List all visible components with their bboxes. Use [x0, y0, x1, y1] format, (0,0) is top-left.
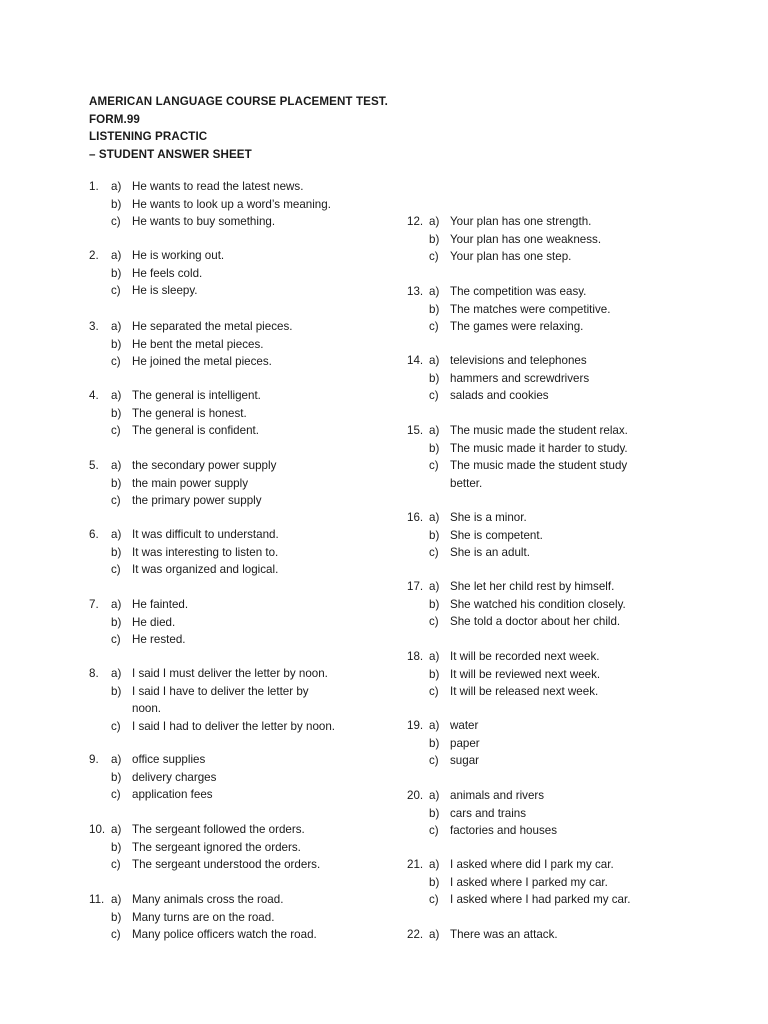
- option-text: Many animals cross the road.: [132, 893, 284, 906]
- option-letter: a): [111, 893, 122, 906]
- option-text: The games were relaxing.: [450, 320, 584, 333]
- option-text: He separated the metal pieces.: [132, 320, 293, 333]
- option-text: It will be reviewed next week.: [450, 667, 601, 681]
- option-text: Your plan has one strength.: [450, 215, 592, 228]
- question-number: 16.: [407, 511, 424, 524]
- option-letter: c): [429, 459, 439, 472]
- option-letter: b): [111, 840, 122, 854]
- option-letter: c): [429, 615, 439, 628]
- option-text: He is working out.: [132, 249, 225, 262]
- option-letter: a): [429, 719, 440, 732]
- option-text: She let her child rest by himself.: [450, 580, 615, 593]
- option-text: I asked where I had parked my car.: [450, 893, 631, 906]
- option-text: The general is honest.: [132, 406, 247, 420]
- option-text: She told a doctor about her child.: [450, 615, 621, 628]
- option-letter: a): [111, 667, 122, 680]
- option-text: better.: [450, 476, 483, 490]
- option-text: Many police officers watch the road.: [132, 928, 317, 941]
- option-letter: a): [429, 650, 440, 663]
- option-text: The matches were competitive.: [450, 302, 611, 316]
- option-text: He is sleepy.: [132, 284, 198, 297]
- option-text: She is an adult.: [450, 546, 530, 559]
- option-text: The sergeant followed the orders.: [132, 823, 305, 836]
- option-text: He bent the metal pieces.: [132, 337, 264, 351]
- question-number: 7.: [89, 598, 99, 611]
- option-text: the primary power supply: [132, 494, 262, 507]
- option-text: Your plan has one step.: [450, 250, 572, 263]
- option-letter: b): [111, 266, 122, 280]
- option-letter: b): [429, 441, 440, 455]
- option-text: He feels cold.: [132, 266, 203, 280]
- option-letter: b): [111, 197, 122, 211]
- option-letter: b): [111, 615, 122, 629]
- option-letter: a): [111, 598, 122, 611]
- question-number: 12.: [407, 215, 424, 228]
- option-letter: b): [429, 875, 440, 889]
- option-letter: c): [111, 928, 121, 941]
- option-letter: a): [429, 511, 440, 524]
- question-number: 21.: [407, 858, 424, 871]
- option-text: noon.: [132, 702, 162, 715]
- option-letter: c): [429, 685, 439, 698]
- option-letter: a): [429, 285, 440, 298]
- option-text: The competition was easy.: [450, 285, 587, 298]
- test-title: AMERICAN LANGUAGE COURSE PLACEMENT TEST.: [89, 95, 389, 108]
- option-text: He died.: [132, 615, 176, 629]
- option-text: office supplies: [132, 753, 206, 766]
- option-text: cars and trains: [450, 806, 527, 820]
- question-number: 9.: [89, 753, 99, 766]
- question-number: 1.: [89, 180, 99, 193]
- option-text: He wants to read the latest news.: [132, 180, 304, 193]
- option-text: I asked where did I park my car.: [450, 858, 614, 871]
- option-text: televisions and telephones: [450, 354, 587, 367]
- option-text: It will be released next week.: [450, 685, 599, 698]
- option-letter: a): [429, 354, 440, 367]
- question-number: 13.: [407, 285, 424, 298]
- option-text: delivery charges: [132, 770, 217, 784]
- option-text: She watched his condition closely.: [450, 597, 626, 611]
- option-letter: b): [111, 684, 122, 698]
- option-letter: a): [429, 424, 440, 437]
- option-letter: b): [111, 910, 122, 924]
- section-title: LISTENING PRACTIC: [89, 130, 208, 143]
- option-letter: b): [111, 545, 122, 559]
- question-number: 3.: [89, 320, 99, 333]
- option-text: sugar: [450, 754, 480, 767]
- option-letter: c): [111, 424, 121, 437]
- option-text: I said I have to deliver the letter by: [132, 684, 309, 698]
- sheet-title: – STUDENT ANSWER SHEET: [89, 147, 252, 161]
- option-letter: a): [111, 753, 122, 766]
- option-letter: b): [429, 667, 440, 681]
- option-text: I asked where I parked my car.: [450, 875, 608, 889]
- option-letter: c): [429, 824, 439, 837]
- option-letter: b): [111, 337, 122, 351]
- option-text: salads and cookies: [450, 389, 549, 402]
- option-text: The music made the student relax.: [450, 424, 628, 437]
- option-text: the secondary power supply: [132, 459, 277, 472]
- option-text: He wants to buy something.: [132, 215, 276, 228]
- option-text: paper: [450, 736, 480, 750]
- option-letter: b): [429, 528, 440, 542]
- option-letter: a): [111, 459, 122, 472]
- question-number: 22.: [407, 928, 424, 941]
- option-letter: b): [429, 736, 440, 750]
- option-letter: c): [111, 355, 121, 368]
- option-text: The music made the student study: [450, 459, 628, 472]
- option-letter: c): [111, 633, 121, 646]
- question-number: 8.: [89, 667, 99, 680]
- option-text: The sergeant ignored the orders.: [132, 840, 301, 854]
- option-letter: c): [429, 754, 439, 767]
- option-text: the main power supply: [132, 476, 248, 490]
- option-letter: b): [429, 371, 440, 385]
- option-letter: b): [111, 406, 122, 420]
- question-number: 14.: [407, 354, 424, 367]
- option-letter: c): [429, 893, 439, 906]
- question-number: 20.: [407, 789, 424, 802]
- option-letter: c): [111, 719, 121, 733]
- question-number: 15.: [407, 424, 424, 437]
- option-text: There was an attack.: [450, 928, 558, 941]
- option-letter: c): [429, 546, 439, 559]
- question-number: 5.: [89, 459, 99, 472]
- option-letter: c): [111, 858, 121, 871]
- option-text: He fainted.: [132, 598, 189, 611]
- option-letter: c): [111, 563, 121, 576]
- option-text: application fees: [132, 788, 213, 801]
- option-text: hammers and screwdrivers: [450, 371, 590, 385]
- form-number: FORM.99: [89, 112, 140, 126]
- option-text: She is a minor.: [450, 511, 527, 524]
- question-number: 19.: [407, 719, 424, 732]
- option-letter: a): [111, 180, 122, 193]
- option-letter: a): [111, 528, 122, 541]
- question-number: 6.: [89, 528, 99, 541]
- option-letter: b): [429, 597, 440, 611]
- option-text: Your plan has one weakness.: [450, 232, 602, 246]
- question-number: 10.: [89, 823, 106, 836]
- option-letter: b): [429, 232, 440, 246]
- option-text: I said I had to deliver the letter by noon.: [132, 719, 336, 733]
- option-letter: c): [111, 284, 121, 297]
- question-number: 4.: [89, 389, 99, 402]
- option-letter: b): [429, 302, 440, 316]
- option-text: water: [450, 719, 479, 732]
- option-letter: c): [111, 215, 121, 228]
- option-text: The music made it harder to study.: [450, 441, 628, 455]
- option-letter: c): [429, 320, 439, 333]
- option-text: I said I must deliver the letter by noon.: [132, 667, 328, 680]
- option-letter: b): [111, 476, 122, 490]
- option-letter: c): [429, 389, 439, 402]
- option-letter: a): [429, 858, 440, 871]
- option-letter: b): [429, 806, 440, 820]
- option-text: animals and rivers: [450, 789, 545, 802]
- option-text: It was interesting to listen to.: [132, 545, 279, 559]
- question-number: 17.: [407, 580, 424, 593]
- option-letter: b): [111, 770, 122, 784]
- option-letter: a): [429, 928, 440, 941]
- option-letter: a): [429, 789, 440, 802]
- option-letter: c): [111, 788, 121, 801]
- option-text: He wants to look up a word’s meaning.: [132, 197, 331, 211]
- option-letter: a): [111, 320, 122, 333]
- option-letter: a): [111, 249, 122, 262]
- option-text: He rested.: [132, 633, 186, 646]
- option-letter: c): [429, 250, 439, 263]
- option-text: It will be recorded next week.: [450, 650, 600, 663]
- option-text: It was difficult to understand.: [132, 528, 279, 541]
- question-number: 11.: [89, 893, 105, 906]
- option-text: The general is intelligent.: [132, 389, 261, 402]
- option-text: It was organized and logical.: [132, 563, 279, 576]
- option-text: The sergeant understood the orders.: [132, 858, 321, 871]
- option-text: He joined the metal pieces.: [132, 355, 272, 368]
- option-letter: a): [429, 215, 440, 228]
- option-text: She is competent.: [450, 528, 543, 542]
- option-letter: a): [111, 823, 122, 836]
- option-letter: a): [429, 580, 440, 593]
- sheet-header: [89, 93, 388, 163]
- option-letter: c): [111, 494, 121, 507]
- option-text: Many turns are on the road.: [132, 910, 275, 924]
- question-number: 18.: [407, 650, 424, 663]
- option-text: factories and houses: [450, 824, 557, 837]
- question-number: 2.: [89, 249, 99, 262]
- option-text: The general is confident.: [132, 424, 259, 437]
- option-letter: a): [111, 389, 122, 402]
